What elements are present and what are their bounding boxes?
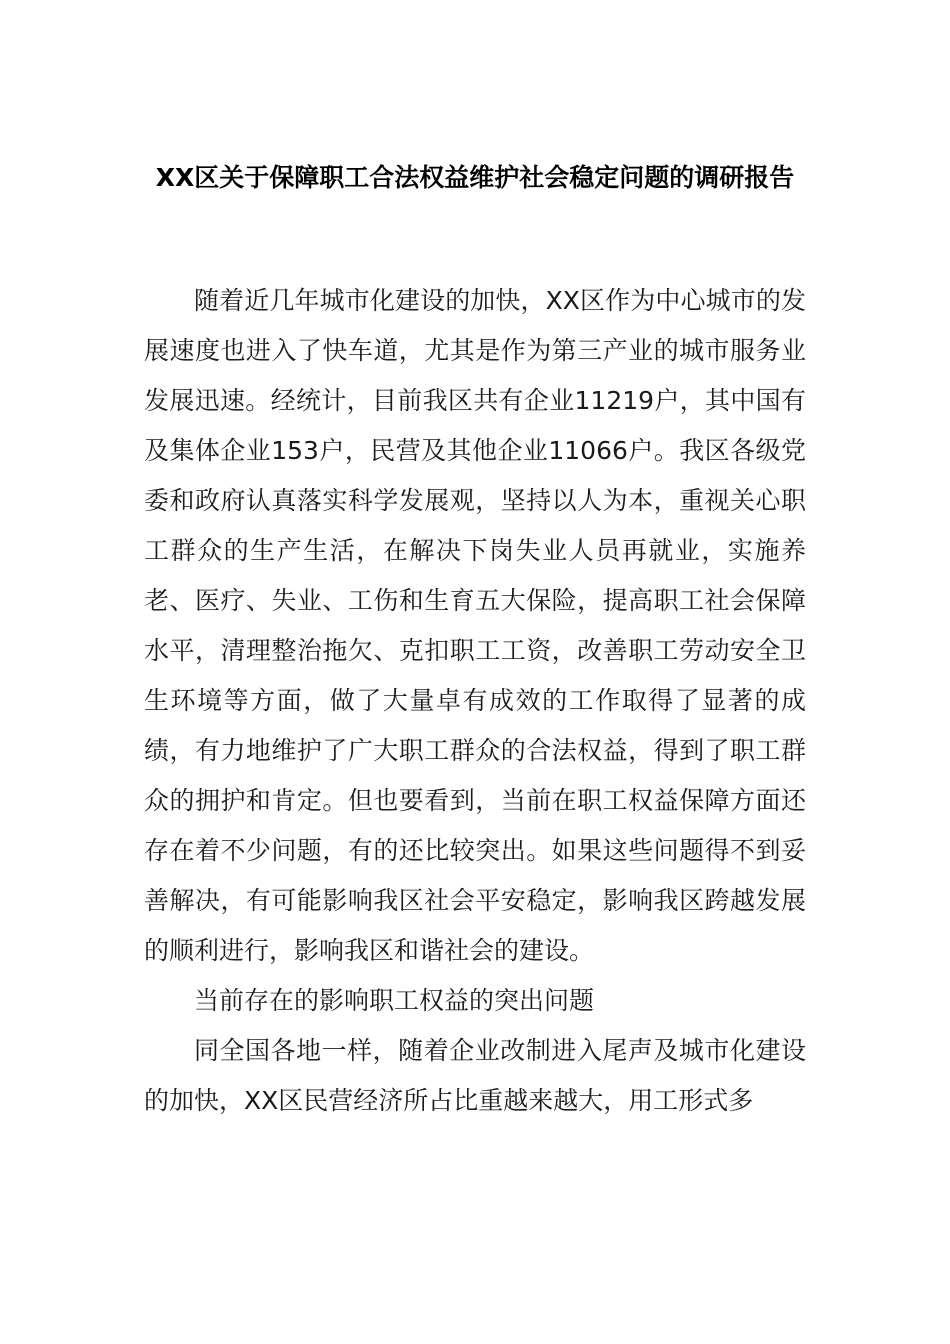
intro-paragraph: 随着近几年城市化建设的加快，XX区作为中心城市的发展速度也进入了快车道，尤其是作为第三产业的城市服务业发展迅速。经统计，目前我区共有企业11219户，其中国有及集体企业153户，民营及其他企业11066户。我区各级党委和政府认真落实科学发展观，坚持以人为本，重视关心职工群众的生产生活，在解决下岗失业人员再就业，实施养老、医疗、失业、工伤和生育五大保险，提高职工社会保障水平，清理整治拖欠、克扣职工工资，改善职工劳动安全卫生环境等方面，做了大量卓有成效的工作取得了显著的成绩，有力地维护了广大职工群众的合法权益，得到了职工群众的拥护和肯定。但也要看到，当前在职工权益保障方面还存在着不少问题，有的还比较突出。如果这些问题得不到妥善解决，有可能影响我区社会平安稳定，影响我区跨越发展的顺利进行，影响我区和谐社会的建设。 <box>144 286 806 965</box>
section-heading: 当前存在的影响职工权益的突出问题 <box>194 986 595 1015</box>
section-paragraph: 同全国各地一样，随着企业改制进入尾声及城市化建设的加快，XX区民营经济所占比重越来越大，用工形式多 <box>144 1036 806 1115</box>
document-title: XX区关于保障职工合法权益维护社会稳定问题的调研报告 <box>155 163 795 192</box>
document-body <box>144 276 806 1126</box>
